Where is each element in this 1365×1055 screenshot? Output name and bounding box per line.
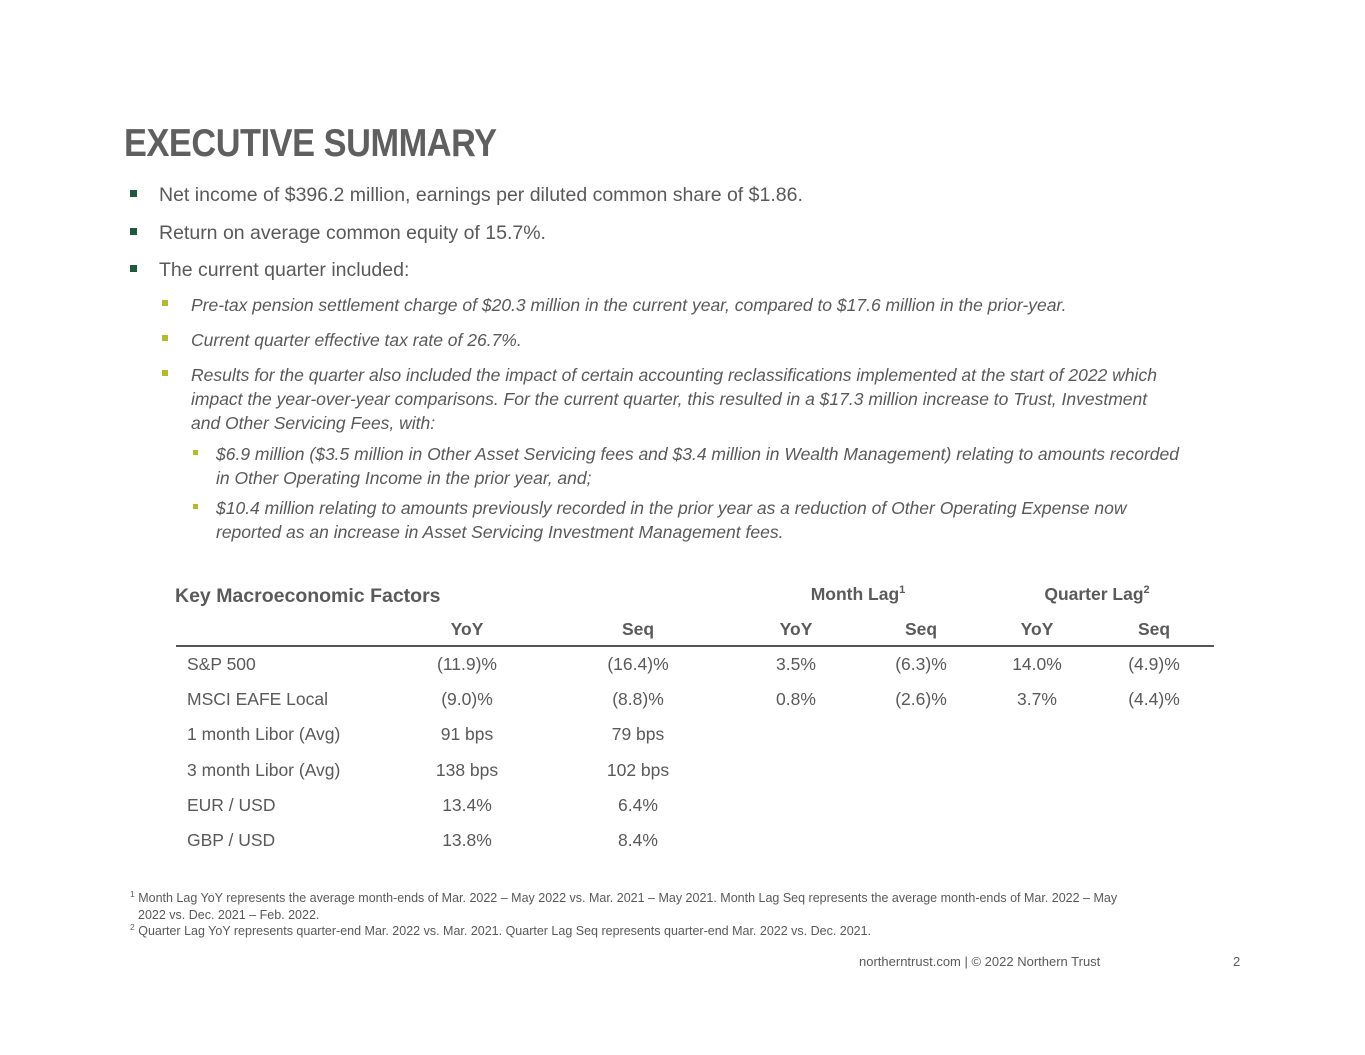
column-header: Seq [1137,619,1171,639]
table-cell: 13.8% [442,830,492,850]
footer-copyright: northerntrust.com | © 2022 Northern Trust [859,954,1101,969]
sub-sub-bullet-square-icon [193,504,198,509]
sub-bullet-square-icon [162,335,168,341]
bullet-current-quarter: The current quarter included: [159,259,409,282]
table-cell: 14.0% [1012,654,1062,674]
table-cell: 0.8% [776,689,816,709]
sub-sub-bullet-square-icon [193,450,198,455]
sub-bullet-tax-rate: Current quarter effective tax rate of 26.7%. [191,328,522,352]
bullet-square-icon [130,190,137,197]
table-cell: (6.3)% [895,654,947,674]
footnote-1: $^1$ Month Lag YoY represents the average month-ends of Mar. 2022 – May 2022 vs. Mar. 2021 – May 2021. Month Lag Seq represents the average month-ends of Mar. 2022 – May 2022 vs. Dec. 2021 – Feb. 2022. [130,889,1118,923]
sub-bullet-square-icon [162,370,168,376]
column-header: YoY [779,619,813,639]
table-header-divider [176,645,1214,647]
sub-sub-bullet-operating-expense: $10.4 million relating to amounts previously recorded in the prior year as a reduction of Other Operating Expense now reported as an increase in Asset Servicing Investment Management fees. [216,496,1127,544]
table-cell: (4.4)% [1128,689,1180,709]
table-cell: 102 bps [606,760,670,780]
table-cell: (2.6)% [895,689,947,709]
table-cell: (9.0)% [441,689,493,709]
page-number: 2 [1233,954,1241,969]
table-cell: 3.7% [1017,689,1057,709]
table-cell: 8.4% [618,830,658,850]
sub-bullet-pension: Pre-tax pension settlement charge of $20.3 million in the current year, compared to $17.6 million in the prior-year. [191,293,1066,317]
bullet-roe: Return on average common equity of 15.7%. [159,222,546,245]
table-cell: 79 bps [611,724,665,744]
group-header-quarter-lag: Quarter Lag$^2$ [1044,584,1150,604]
table-cell: 91 bps [440,724,494,744]
table-row-label: MSCI EAFE Local [187,689,329,709]
table-row-label: 3 month Libor (Avg) [187,760,341,780]
table-row-label: S&P 500 [187,654,256,674]
table-cell: 138 bps [435,760,499,780]
table-row-label: 1 month Libor (Avg) [187,724,341,744]
table-cell: (8.8)% [612,689,664,709]
bullet-net-income: Net income of $396.2 million, earnings per diluted common share of $1.86. [159,184,803,207]
footnote-2: $^2$ Quarter Lag YoY represents quarter-end Mar. 2022 vs. Mar. 2021. Quarter Lag Seq represents quarter-end Mar. 2022 vs. Dec. 2021. [130,922,872,939]
column-header: YoY [1020,619,1054,639]
column-header: Seq [621,619,655,639]
page-title: EXECUTIVE SUMMARY [124,122,497,165]
table-cell: (11.9)% [437,654,497,674]
table-cell: 13.4% [442,795,492,815]
bullet-square-icon [130,228,137,235]
sub-bullet-square-icon [162,300,168,306]
table-cell: 3.5% [776,654,816,674]
table-cell: 6.4% [618,795,658,815]
column-header: YoY [450,619,484,639]
table-cell: (16.4)% [607,654,669,674]
group-header-month-lag: Month Lag$^1$ [810,584,906,604]
table-row-label: GBP / USD [187,830,276,850]
table-cell: (4.9)% [1128,654,1180,674]
table-row-label: EUR / USD [187,795,276,815]
column-header: Seq [904,619,938,639]
table-title: Key Macroeconomic Factors [175,585,441,607]
sub-bullet-reclassifications: Results for the quarter also included the impact of certain accounting reclassifications implemented at the start of 2022 which impact the year-over-year comparisons. For the current quarter, this resulted in a $17.3 million increase to Trust, Investment and Other Servicing Fees, with: [191,363,1157,435]
bullet-square-icon [130,265,137,272]
sub-sub-bullet-other-asset: $6.9 million ($3.5 million in Other Asset Servicing fees and $3.4 million in Wealth Management) relating to amounts recorded in Other Operating Income in the prior year, and; [216,442,1179,490]
